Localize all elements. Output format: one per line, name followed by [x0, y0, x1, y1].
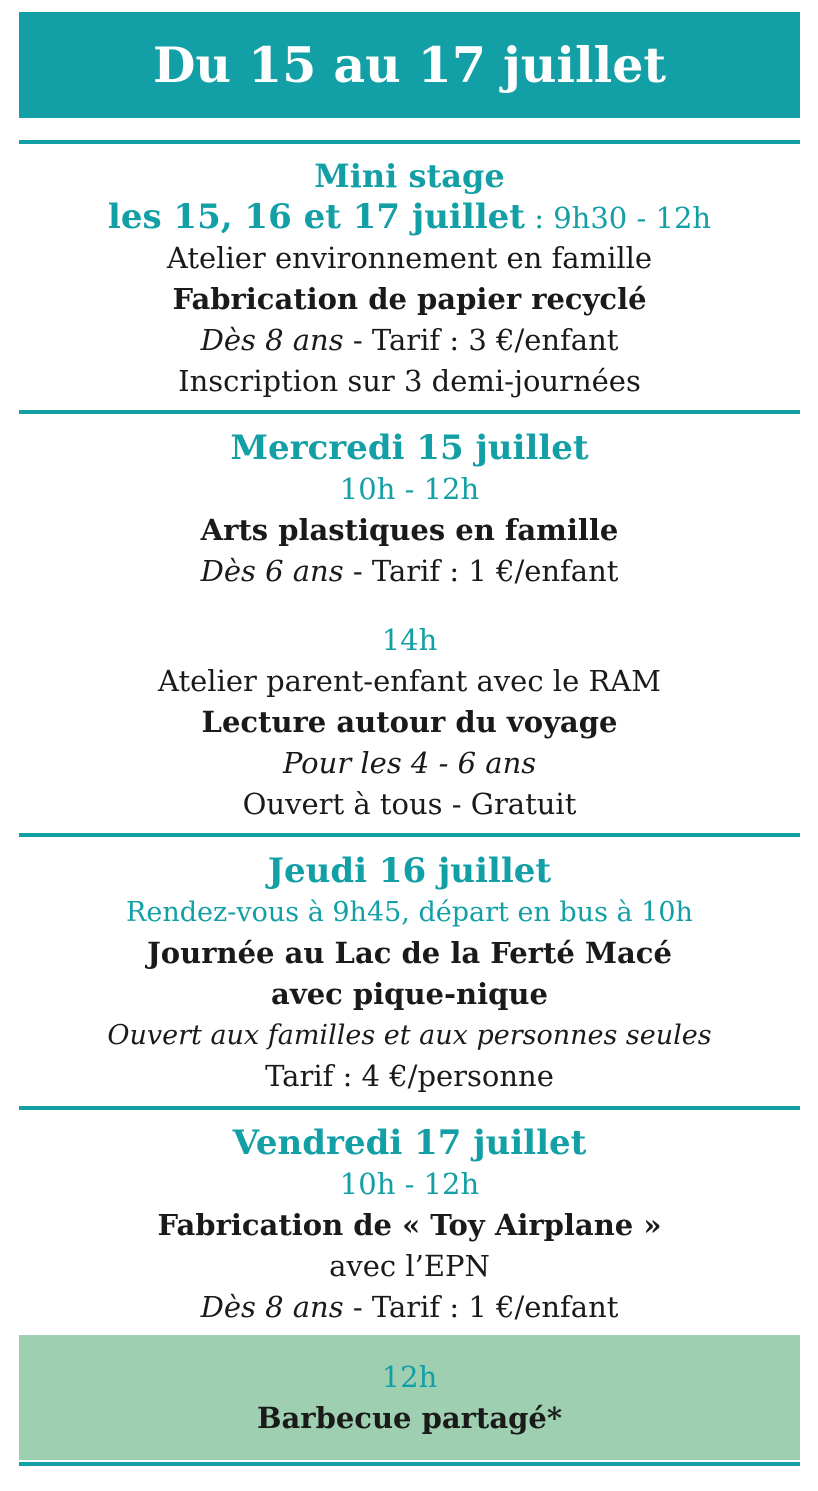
divider	[19, 140, 800, 144]
age-price	[19, 1287, 800, 1328]
section-mini-stage	[19, 156, 800, 402]
activity-title: Barbecue partagé*	[256, 1401, 563, 1435]
age: Pour les 4 - 6 ans	[282, 746, 537, 780]
age: Dès 8 ans	[200, 323, 344, 357]
section-vendredi	[19, 1123, 800, 1328]
time: 10h - 12h	[339, 1167, 480, 1201]
section-title: Mini stage	[314, 157, 505, 195]
audience: Ouvert aux familles et aux personnes seules	[107, 1020, 712, 1051]
age: Dès 8 ans	[200, 1290, 344, 1324]
divider	[19, 1106, 800, 1110]
activity-title: Journée au Lac de la Ferté Macé	[147, 936, 672, 970]
subtitle: Atelier parent-enfant avec le RAM	[158, 664, 661, 698]
activity-title: Fabrication de papier recyclé	[172, 282, 647, 316]
dates: les 15, 16 et 17 juillet	[107, 197, 526, 237]
age: Dès 6 ans	[200, 554, 344, 588]
day-title: Vendredi 17 juillet	[232, 1123, 587, 1163]
section-jeudi	[19, 851, 800, 1097]
time: 12h	[381, 1360, 438, 1394]
age-price	[19, 320, 800, 361]
price: - Tarif : 1 €/enfant	[343, 1290, 619, 1324]
schedule-line	[19, 197, 800, 238]
price: Tarif : 4 €/personne	[265, 1059, 554, 1093]
time: : 9h30 - 12h	[525, 201, 712, 235]
activity-title: Lecture autour du voyage	[201, 705, 618, 739]
time: 14h	[381, 623, 438, 657]
barbecue-box	[19, 1335, 800, 1460]
activity-title: avec pique-nique	[271, 977, 548, 1011]
price: - Tarif : 3 €/enfant	[343, 323, 619, 357]
divider	[19, 410, 800, 414]
activity-title: Arts plastiques en famille	[200, 513, 619, 547]
section-mercredi	[19, 428, 800, 825]
page-title: Du 15 au 17 juillet	[152, 35, 667, 94]
day-title: Jeudi 16 juillet	[267, 851, 552, 891]
note: Inscription sur 3 demi-journées	[178, 364, 641, 398]
price: - Tarif : 1 €/enfant	[343, 554, 619, 588]
header-banner	[19, 12, 800, 118]
time: 10h - 12h	[339, 472, 480, 506]
divider	[19, 1462, 800, 1466]
activity-title: Fabrication de « Toy Airplane »	[157, 1208, 662, 1242]
divider	[19, 833, 800, 837]
subtitle: avec l’EPN	[329, 1249, 490, 1283]
day-title: Mercredi 15 juillet	[230, 428, 589, 468]
time: Rendez-vous à 9h45, départ en bus à 10h	[126, 897, 693, 928]
subtitle: Atelier environnement en famille	[166, 241, 653, 275]
note: Ouvert à tous - Gratuit	[242, 787, 577, 821]
age-price	[19, 551, 800, 592]
